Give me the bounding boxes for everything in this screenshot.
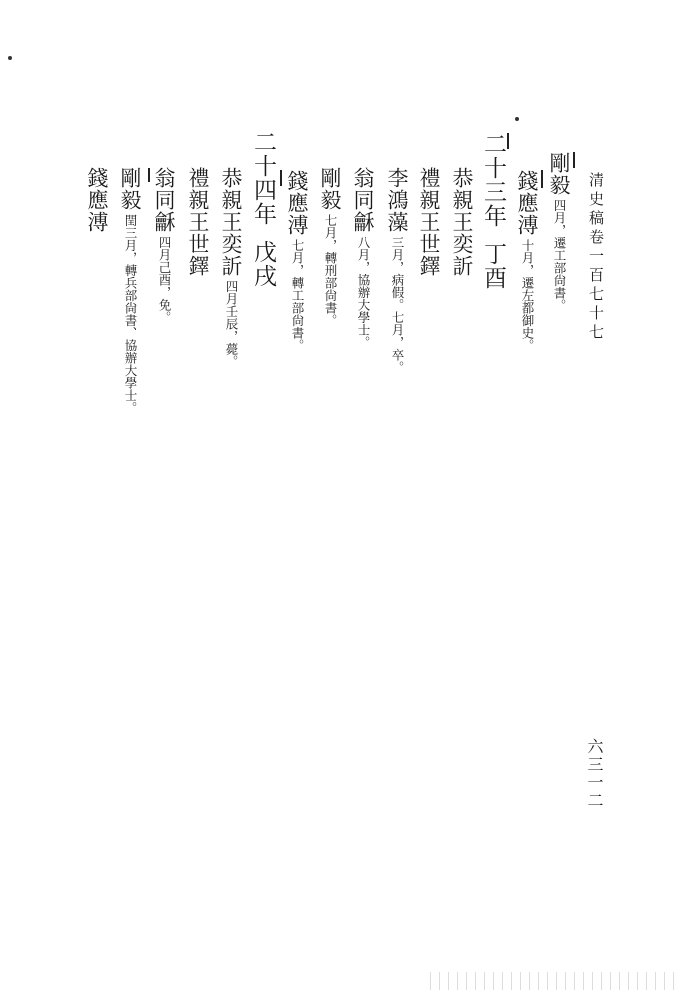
- official-name: 錢應溥: [285, 170, 309, 236]
- year-label: 二十三年: [480, 132, 506, 228]
- appointment-note: 四月壬辰，薨。: [224, 280, 239, 368]
- appointment-note: 四月，遷工部尙書。: [552, 199, 567, 312]
- appointment-note: 三月，病假。七月，卒。: [390, 236, 405, 374]
- entry-column: [286, 170, 307, 352]
- official-name: 剛毅: [547, 152, 571, 196]
- year-column: [251, 130, 274, 288]
- appointment-note: 十月，遷左都御史。: [520, 239, 535, 352]
- official-name: 剛毅: [118, 167, 142, 211]
- page-number: 六三一二: [585, 738, 604, 810]
- entry-bracket: [507, 133, 509, 149]
- entry-column: [548, 152, 569, 312]
- official-name: 禮親王世鐸: [417, 167, 441, 277]
- running-title: 清史稿卷一百七十七: [587, 172, 605, 343]
- entry-bracket: [280, 170, 282, 186]
- scan-artifact: [430, 972, 680, 990]
- appointment-note: 四月己酉，免。: [157, 236, 172, 324]
- entry-column: [516, 170, 537, 352]
- year-label: 二十四年: [250, 130, 276, 226]
- speck: [515, 117, 519, 121]
- official-name: 翁同龢: [152, 167, 176, 233]
- entry-column: [451, 167, 472, 277]
- entry-column: [319, 167, 340, 327]
- entry-column: [187, 167, 208, 277]
- entry-column: [386, 167, 407, 374]
- entry-column: [418, 167, 439, 277]
- entry-column: [352, 167, 373, 349]
- official-name: 錢應溥: [85, 167, 109, 233]
- official-name: 恭親王奕訢: [450, 167, 474, 277]
- appointment-note: 七月，轉刑部尙書。: [323, 214, 338, 327]
- entry-bracket: [541, 170, 543, 188]
- appointment-note: 八月，協辦大學士。: [356, 236, 371, 349]
- official-name: 李鴻藻: [385, 167, 409, 233]
- year-column: [481, 132, 504, 290]
- entry-column: [153, 167, 174, 324]
- entry-column: [119, 167, 140, 414]
- official-name: 恭親王奕訢: [219, 167, 243, 277]
- entry-bracket: [573, 152, 575, 168]
- entry-column: [86, 167, 107, 233]
- official-name: 翁同龢: [351, 167, 375, 233]
- official-name: 禮親王世鐸: [186, 167, 210, 277]
- year-ganzhi: 丁酉: [480, 242, 506, 290]
- official-name: 錢應溥: [515, 170, 539, 236]
- year-ganzhi: 戊戌: [250, 240, 276, 288]
- official-name: 剛毅: [318, 167, 342, 211]
- appointment-note: 七月，轉工部尙書。: [290, 239, 305, 352]
- entry-bracket: [148, 168, 150, 182]
- speck: [8, 56, 12, 60]
- appointment-note: 閏三月，轉兵部尙書、協辦大學士。: [123, 214, 138, 414]
- entry-column: [220, 167, 241, 368]
